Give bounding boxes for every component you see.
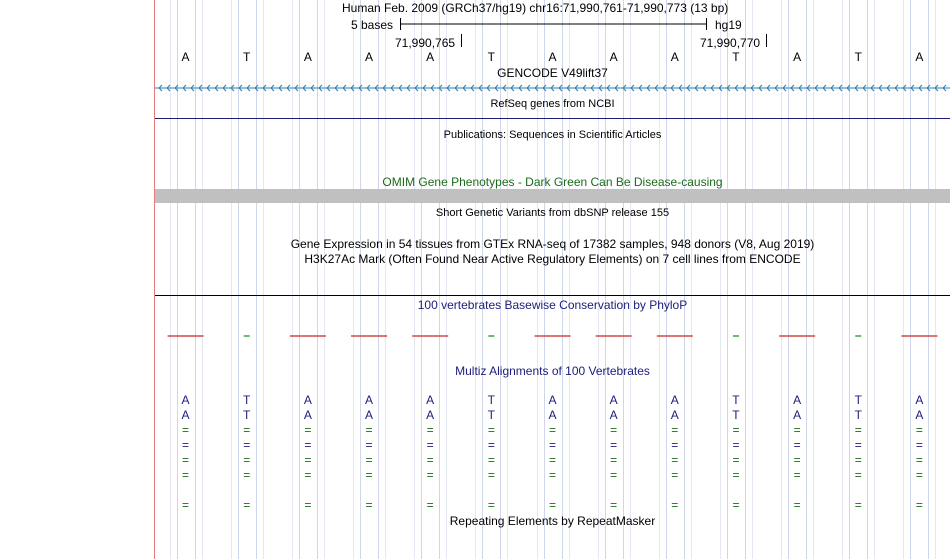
pkd1l3-gene-model[interactable] bbox=[155, 82, 950, 94]
base-letter: A bbox=[365, 50, 374, 64]
base-letter: A bbox=[548, 50, 557, 64]
h3k27ac-track-title[interactable]: H3K27Ac Mark (Often Found Near Active Regulatory Elements) on 7 cell lines from ENCODE bbox=[304, 252, 801, 266]
alignment-char: = bbox=[610, 453, 618, 467]
coord-right: 71,990,770 bbox=[700, 36, 761, 50]
h3k27ac-baseline bbox=[155, 295, 950, 296]
publications-track-title[interactable]: Publications: Sequences in Scientific Articles bbox=[443, 129, 662, 141]
alignment-char: = bbox=[793, 468, 801, 482]
alignment-char: = bbox=[365, 468, 373, 482]
alignment-char: A bbox=[915, 408, 924, 422]
alignment-char: = bbox=[304, 453, 312, 467]
alignment-char: T bbox=[243, 408, 251, 422]
alignment-char: A bbox=[181, 393, 190, 407]
alignment-char: = bbox=[671, 438, 679, 452]
alignment-char: = bbox=[304, 498, 312, 512]
alignment-char: A bbox=[365, 393, 374, 407]
repeatmasker-track-title[interactable]: Repeating Elements by RepeatMasker bbox=[449, 514, 656, 528]
gtex-track-title[interactable]: Gene Expression in 54 tissues from GTEx RNA-seq of 17382 samples, 948 donors (V8, Aug 2019) bbox=[290, 237, 815, 251]
alignment-char: = bbox=[182, 468, 190, 482]
alignment-char: = bbox=[915, 498, 923, 512]
scale-text: 5 bases bbox=[351, 18, 394, 32]
refseq-gene-line[interactable] bbox=[155, 118, 950, 119]
alignment-char: T bbox=[243, 393, 251, 407]
alignment-char: = bbox=[548, 438, 556, 452]
alignment-char: = bbox=[182, 423, 190, 437]
alignment-char: = bbox=[793, 453, 801, 467]
alignment-char: T bbox=[732, 393, 740, 407]
alignment-char: = bbox=[793, 498, 801, 512]
base-letter: A bbox=[303, 50, 312, 64]
base-letter: A bbox=[181, 50, 190, 64]
base-letter: A bbox=[670, 50, 679, 64]
alignment-char: A bbox=[548, 408, 557, 422]
alignment-char: = bbox=[243, 498, 251, 512]
alignment-char: A bbox=[793, 393, 802, 407]
alignment-char: = bbox=[243, 423, 251, 437]
base-letter: A bbox=[793, 50, 802, 64]
assembly-label: hg19 bbox=[715, 18, 742, 32]
alignment-char: = bbox=[182, 438, 190, 452]
alignment-char: A bbox=[303, 408, 312, 422]
alignment-char: = bbox=[243, 453, 251, 467]
alignment-char: A bbox=[609, 393, 618, 407]
alignment-char: A bbox=[365, 408, 374, 422]
alignment-char: = bbox=[915, 438, 923, 452]
alignment-char: T bbox=[487, 393, 496, 407]
alignment-char: = bbox=[854, 468, 862, 482]
alignment-char: = bbox=[365, 453, 373, 467]
base-letter: T bbox=[243, 50, 251, 64]
alignment-char: = bbox=[671, 498, 679, 512]
alignment-char: = bbox=[671, 468, 679, 482]
alignment-char: = bbox=[487, 468, 495, 482]
alignment-char: = bbox=[671, 423, 679, 437]
alignment-char: A bbox=[548, 393, 557, 407]
alignment-char: = bbox=[426, 438, 434, 452]
alignment-char: = bbox=[854, 438, 862, 452]
phylop-signal[interactable] bbox=[155, 330, 950, 342]
alignment-char: = bbox=[548, 468, 556, 482]
alignment-char: = bbox=[365, 438, 373, 452]
alignment-char: = bbox=[793, 423, 801, 437]
base-letter: T bbox=[732, 50, 740, 64]
alignment-char: A bbox=[426, 408, 435, 422]
alignment-char: = bbox=[610, 438, 618, 452]
alignment-char: T bbox=[732, 408, 740, 422]
alignment-char: = bbox=[915, 453, 923, 467]
alignment-char: A bbox=[609, 408, 618, 422]
alignment-char: = bbox=[365, 498, 373, 512]
coord-left: 71,990,765 bbox=[395, 36, 456, 50]
alignment-char: = bbox=[732, 498, 740, 512]
alignment-char: = bbox=[854, 423, 862, 437]
alignment-char: = bbox=[548, 453, 556, 467]
alignment-char: = bbox=[854, 453, 862, 467]
gencode-track-title[interactable]: GENCODE V49lift37 bbox=[497, 66, 608, 80]
alignment-char: = bbox=[365, 423, 373, 437]
alignment-char: = bbox=[548, 423, 556, 437]
alignment-char: = bbox=[793, 438, 801, 452]
alignment-char: = bbox=[610, 498, 618, 512]
alignment-char: = bbox=[243, 468, 251, 482]
alignment-char: = bbox=[182, 498, 190, 512]
alignment-char: = bbox=[487, 453, 495, 467]
alignment-char: = bbox=[610, 468, 618, 482]
alignment-char: = bbox=[915, 423, 923, 437]
track-labels-panel bbox=[0, 0, 154, 559]
alignment-char: = bbox=[610, 423, 618, 437]
dbsnp-track-title[interactable]: Short Genetic Variants from dbSNP release 155 bbox=[435, 207, 670, 219]
alignment-char: A bbox=[303, 393, 312, 407]
alignment-char: T bbox=[854, 393, 862, 407]
alignment-char: = bbox=[243, 438, 251, 452]
alignment-char: A bbox=[670, 408, 679, 422]
alignment-char: = bbox=[548, 498, 556, 512]
base-letter: T bbox=[854, 50, 862, 64]
alignment-char: A bbox=[426, 393, 435, 407]
alignment-char: = bbox=[426, 423, 434, 437]
alignment-char: = bbox=[732, 423, 740, 437]
alignment-char: = bbox=[671, 453, 679, 467]
alignment-char: = bbox=[182, 453, 190, 467]
window-position-title[interactable]: Human Feb. 2009 (GRCh37/hg19) chr16:71,990,761-71,990,773 (13 bp) bbox=[342, 1, 729, 15]
ruler-graphic[interactable] bbox=[155, 0, 950, 50]
alignment-char: T bbox=[854, 408, 862, 422]
alignment-char: = bbox=[854, 498, 862, 512]
alignment-char: = bbox=[426, 468, 434, 482]
alignment-char: = bbox=[732, 453, 740, 467]
alignment-char: = bbox=[487, 423, 495, 437]
alignment-char: = bbox=[487, 498, 495, 512]
alignment-char: = bbox=[732, 438, 740, 452]
alignment-char: = bbox=[487, 438, 495, 452]
multiz-track-title[interactable]: Multiz Alignments of 100 Vertebrates bbox=[455, 364, 650, 378]
omim-track-title[interactable]: OMIM Gene Phenotypes - Dark Green Can Be Disease-causing bbox=[382, 175, 723, 189]
omim-gene-bar[interactable] bbox=[155, 189, 950, 203]
alignment-char: = bbox=[304, 423, 312, 437]
alignment-char: T bbox=[487, 408, 496, 422]
phylop-track-title[interactable]: 100 vertebrates Basewise Conservation by PhyloP bbox=[417, 298, 688, 312]
alignment-char: A bbox=[181, 408, 190, 422]
alignment-char: A bbox=[915, 393, 924, 407]
base-letter: A bbox=[609, 50, 618, 64]
alignment-char: = bbox=[732, 468, 740, 482]
base-letter: A bbox=[915, 50, 924, 64]
alignment-char: A bbox=[670, 393, 679, 407]
base-letter: T bbox=[487, 50, 496, 64]
base-letter: A bbox=[426, 50, 435, 64]
alignment-char: A bbox=[793, 408, 802, 422]
refseq-track-title[interactable]: RefSeq genes from NCBI bbox=[490, 98, 615, 110]
alignment-char: = bbox=[426, 453, 434, 467]
alignment-char: = bbox=[304, 438, 312, 452]
alignment-char: = bbox=[915, 468, 923, 482]
alignment-char: = bbox=[426, 498, 434, 512]
alignment-char: = bbox=[304, 468, 312, 482]
